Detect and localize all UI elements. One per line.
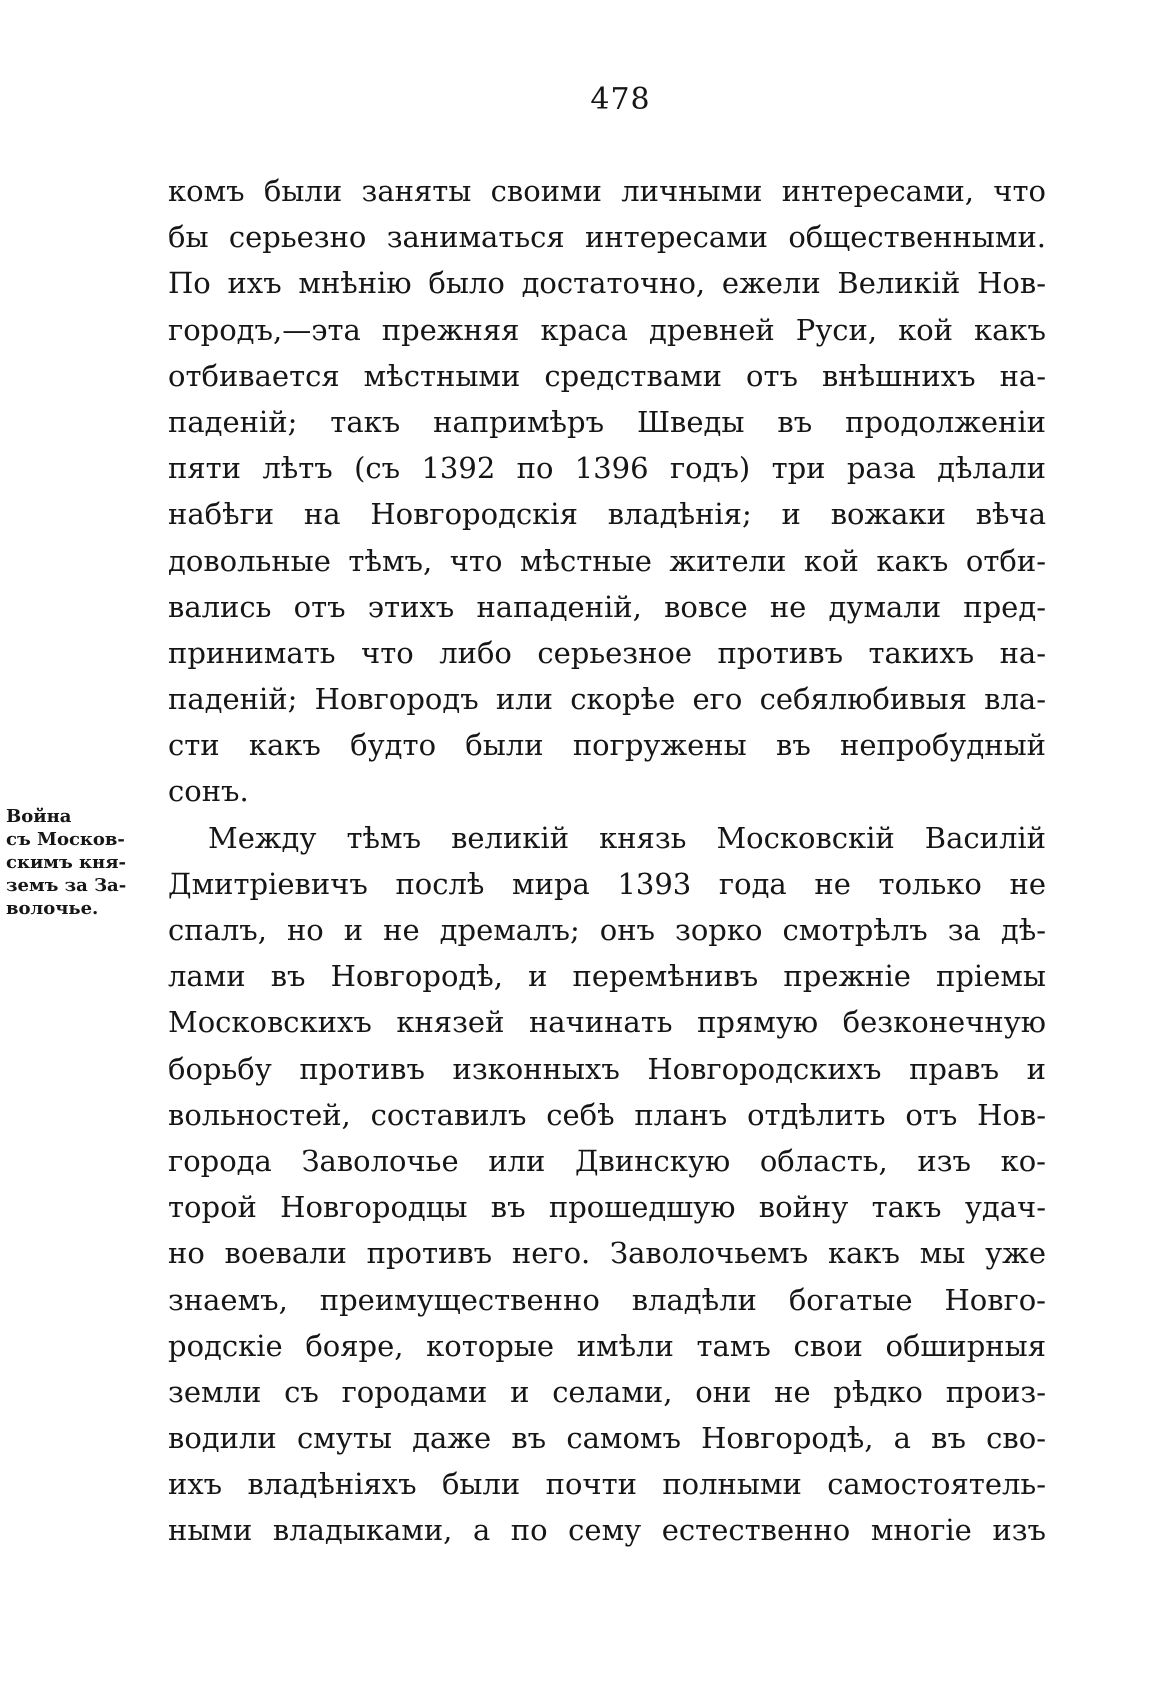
text-line: бы серьезно заниматься интересами общественными.: [168, 220, 1046, 255]
text-line: По ихъ мнѣнію было достаточно, ежели Великій Нов-: [168, 266, 1046, 301]
text-line: города Заволочье или Двинскую область, изъ ко-: [168, 1143, 1046, 1178]
text-line: довольные тѣмъ, что мѣстные жители кой какъ отби-: [168, 543, 1046, 578]
text-line: Московскихъ князей начинать прямую безконечную: [168, 1005, 1046, 1040]
text-line: набѣги на Новгородскія владѣнія; и вожаки вѣча: [168, 497, 1046, 532]
text-line: ихъ владѣніяхъ были почти полными самостоятель-: [168, 1467, 1046, 1502]
margin-note-line: Война: [6, 806, 72, 827]
margin-note-line: съ Москов-: [6, 829, 125, 850]
text-line: принимать что либо серьезное противъ такихъ на-: [168, 635, 1046, 670]
text-line: сти какъ будто были погружены въ непробудный: [168, 728, 1046, 763]
margin-note-line: скимъ кня-: [6, 852, 126, 873]
text-line: паденій; Новгородъ или скорѣе его себялюбивыя вла-: [168, 682, 1046, 717]
margin-note: [6, 805, 134, 920]
text-line: водили смуты даже въ самомъ Новгородѣ, а въ сво-: [168, 1421, 1046, 1456]
text-line: Между тѣмъ великій князь Московскій Василій: [208, 820, 1046, 855]
text-line: комъ были заняты своими личными интересами, что: [168, 174, 1046, 208]
text-line: спалъ, но и не дремалъ; онъ зорко смотрѣлъ за дѣ-: [168, 913, 1046, 947]
text-line: пяти лѣтъ (съ 1392 по 1396 годъ) три раза дѣлали: [168, 451, 1046, 486]
text-line: ными владыками, а по сему естественно многіе изъ: [168, 1513, 1046, 1548]
text-line: вались отъ этихъ нападеній, вовсе не думали пред-: [168, 589, 1046, 624]
body-text: [168, 168, 1046, 1554]
text-line: но воевали противъ него. Заволочьемъ какъ мы уже: [168, 1236, 1046, 1271]
text-line: вольностей, составилъ себѣ планъ отдѣлить отъ Нов-: [168, 1097, 1046, 1132]
text-line: родскіе бояре, которые имѣли тамъ свои обширныя: [168, 1328, 1046, 1363]
text-line: отбивается мѣстными средствами отъ внѣшнихъ на-: [168, 358, 1046, 393]
text-line: земли съ городами и селами, они не рѣдко произ-: [168, 1374, 1046, 1409]
text-line: Дмитріевичъ послѣ мира 1393 года не только не: [168, 866, 1046, 901]
text-line: торой Новгородцы въ прошедшую войну такъ удач-: [168, 1190, 1046, 1225]
text-line: городъ,—эта прежняя краса древней Руси, кой какъ: [168, 312, 1046, 347]
margin-note-line: волочье.: [6, 898, 99, 919]
page-number: 478: [590, 82, 651, 117]
text-line: сонъ.: [168, 774, 249, 809]
margin-note-line: земъ за За-: [6, 875, 127, 896]
text-line: лами въ Новгородѣ, и перемѣнивъ прежніе пріемы: [168, 959, 1046, 994]
text-line: падeній; такъ напримѣръ Шведы въ продолженіи: [168, 404, 1046, 439]
text-line: знаемъ, преимущественно владѣли богатые Новго-: [168, 1282, 1046, 1317]
text-line: борьбу противъ изконныхъ Новгородскихъ правъ и: [168, 1051, 1046, 1086]
